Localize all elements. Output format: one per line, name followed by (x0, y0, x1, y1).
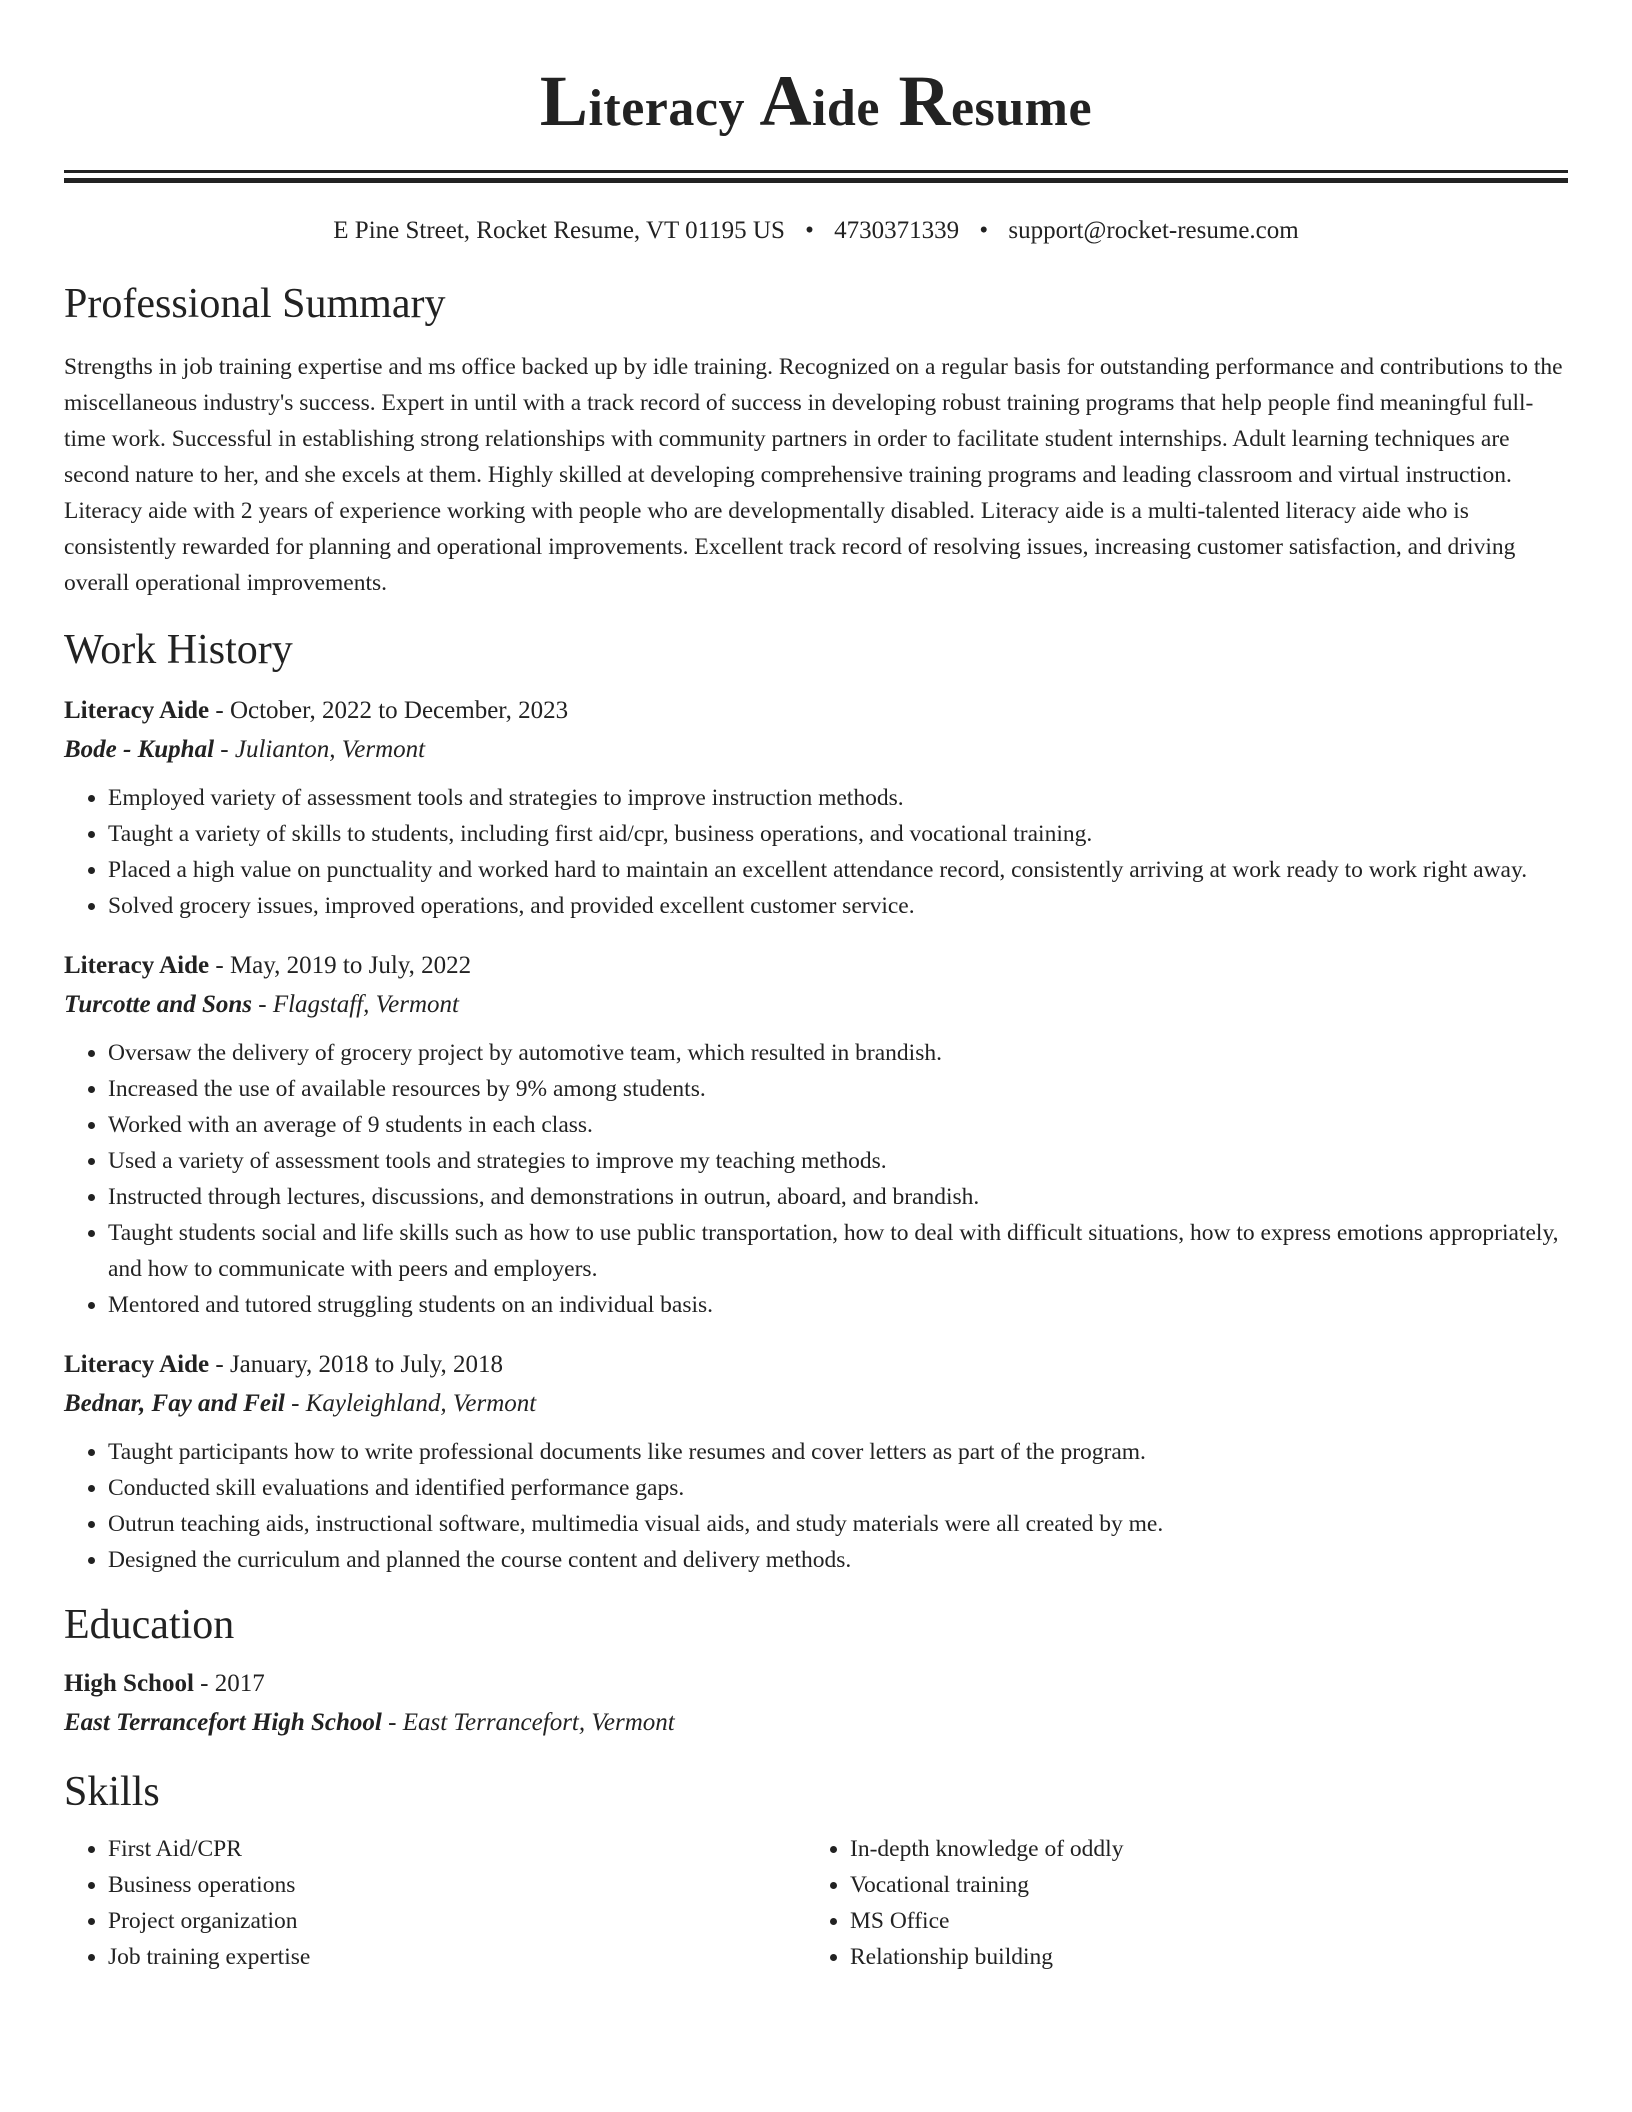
title-word: Literacy (539, 61, 745, 141)
list-item: • Mentored and tutored struggling students on an individual basis. (108, 1287, 1568, 1323)
job-header: Literacy Aide - May, 2019 to July, 2022 (64, 952, 472, 979)
skills-section (64, 1767, 1568, 1975)
skill-item: • Business operations (108, 1867, 806, 1903)
job-dates: January, 2018 to July, 2018 (229, 1351, 504, 1378)
skill-item: • In-depth knowledge of oddly (850, 1831, 1548, 1867)
education-school: East Terrancefort High School (64, 1709, 382, 1736)
list-item: • Outrun teaching aids, instructional software, multimedia visual aids, and study materials were all created by me. (108, 1506, 1568, 1542)
title-word: Aide (759, 61, 880, 141)
job-company: Bode - Kuphal (64, 736, 215, 763)
contact-email: support@rocket-resume.com (1008, 217, 1299, 244)
resume-title (64, 0, 1568, 142)
skill-item: • First Aid/CPR (108, 1831, 806, 1867)
list-item: • Solved grocery issues, improved operations, and provided excellent customer service. (108, 888, 1568, 924)
list-item: • Instructed through lectures, discussions, and demonstrations in outrun, aboard, and brandish. (108, 1179, 1568, 1215)
list-item: • Designed the curriculum and planned the course content and delivery methods. (108, 1542, 1568, 1578)
job-company: Bednar, Fay and Feil (64, 1390, 285, 1417)
job-company: Turcotte and Sons (64, 991, 253, 1018)
contact-line (64, 215, 1568, 247)
job-dates: May, 2019 to July, 2022 (229, 952, 472, 979)
section-heading: Professional Summary (64, 281, 446, 327)
resume-page (64, 0, 1568, 1975)
title-divider-thick (64, 178, 1568, 183)
job-title: Literacy Aide (64, 697, 210, 724)
skills-columns (64, 1817, 1568, 1975)
skills-column-right (806, 1817, 1548, 1975)
list-item: • Taught students social and life skills such as how to use public transportation, how to deal with difficult situations, how to express emotions appropriately, and how to communicate with peers and employers. (108, 1215, 1568, 1287)
job-dates: October, 2022 to December, 2023 (229, 697, 569, 724)
education-location: East Terrancefort, Vermont (402, 1709, 675, 1736)
job-location: Julianton, Vermont (234, 736, 426, 763)
job-title: Literacy Aide (64, 952, 210, 979)
education-header: High School - 2017 (64, 1670, 265, 1697)
job-location: Kayleighland, Vermont (305, 1390, 537, 1417)
contact-separator: • (979, 217, 989, 244)
job-title: Literacy Aide (64, 1351, 210, 1378)
job-employer: Bednar, Fay and Feil - Kayleighland, Vermont (64, 1390, 537, 1417)
job-entry (64, 695, 1568, 924)
skill-item: • MS Office (850, 1903, 1548, 1939)
list-item: • Taught a variety of skills to students, including first aid/cpr, business operations, and vocational training. (108, 816, 1568, 852)
job-bullets (64, 1434, 1568, 1578)
section-heading: Skills (64, 1769, 160, 1815)
contact-separator: • (805, 217, 814, 244)
skill-item: • Project organization (108, 1903, 806, 1939)
skills-list (64, 1831, 806, 1975)
job-header: Literacy Aide - January, 2018 to July, 2018 (64, 1351, 504, 1378)
skills-list (806, 1831, 1548, 1975)
list-item: • Oversaw the delivery of grocery project by automotive team, which resulted in brandish. (108, 1035, 1568, 1071)
section-heading: Education (64, 1602, 235, 1648)
skill-item: • Job training expertise (108, 1939, 806, 1975)
job-bullets (64, 1035, 1568, 1323)
skill-item: • Relationship building (850, 1939, 1548, 1975)
list-item: • Placed a high value on punctuality and worked hard to maintain an excellent attendance record, consistently arriving at work ready to work right away. (108, 852, 1568, 888)
job-employer: Turcotte and Sons - Flagstaff, Vermont (64, 991, 459, 1018)
contact-address: E Pine Street, Rocket Resume, VT 01195 US (333, 217, 785, 244)
job-bullets (64, 780, 1568, 924)
job-location: Flagstaff, Vermont (272, 991, 459, 1018)
education-section (64, 1600, 1568, 1739)
title-word: Resume (898, 61, 1093, 141)
title-divider-thin (64, 170, 1568, 173)
work-history-section (64, 625, 1568, 1578)
list-item: • Worked with an average of 9 students in each class. (108, 1107, 1568, 1143)
contact-phone: 4730371339 (834, 217, 960, 244)
education-entry (64, 1668, 1568, 1739)
list-item: • Employed variety of assessment tools and strategies to improve instruction methods. (108, 780, 1568, 816)
job-employer: Bode - Kuphal - Julianton, Vermont (64, 736, 426, 763)
summary-text: Strengths in job training expertise and ms office backed up by idle training. Recognized on a regular basis for outstanding performance and contributions to the miscellaneous industry's success. Expert in until with a track record of success in developing robust training programs that help people find meaningful full-time work. Successful in establishing strong relationships with community partners in order to facilitate student internships. Adult learning techniques are second nature to her, and she excels at them. Highly skilled at developing comprehensive training programs and leading classroom and virtual instruction. Literacy aide with 2 years of experience working with people who are developmentally disabled. Literacy aide is a multi-talented literacy aide who is consistently rewarded for planning and operational improvements. Excellent track record of resolving issues, increasing customer satisfaction, and driving overall operational improvements. (64, 354, 1563, 596)
job-header: Literacy Aide - October, 2022 to December, 2023 (64, 697, 569, 724)
skill-item: • Vocational training (850, 1867, 1548, 1903)
job-entry (64, 950, 1568, 1323)
list-item: • Increased the use of available resources by 9% among students. (108, 1071, 1568, 1107)
job-entry (64, 1349, 1568, 1578)
list-item: • Conducted skill evaluations and identified performance gaps. (108, 1470, 1568, 1506)
education-year: 2017 (214, 1670, 265, 1697)
skills-column-left (64, 1817, 806, 1975)
list-item: • Used a variety of assessment tools and strategies to improve my teaching methods. (108, 1143, 1568, 1179)
section-heading: Work History (64, 627, 293, 673)
summary-section (64, 279, 1568, 601)
list-item: • Taught participants how to write professional documents like resumes and cover letters as part of the program. (108, 1434, 1568, 1470)
education-degree: High School (64, 1670, 194, 1697)
education-school-line: East Terrancefort High School - East Terrancefort, Vermont (64, 1709, 675, 1736)
